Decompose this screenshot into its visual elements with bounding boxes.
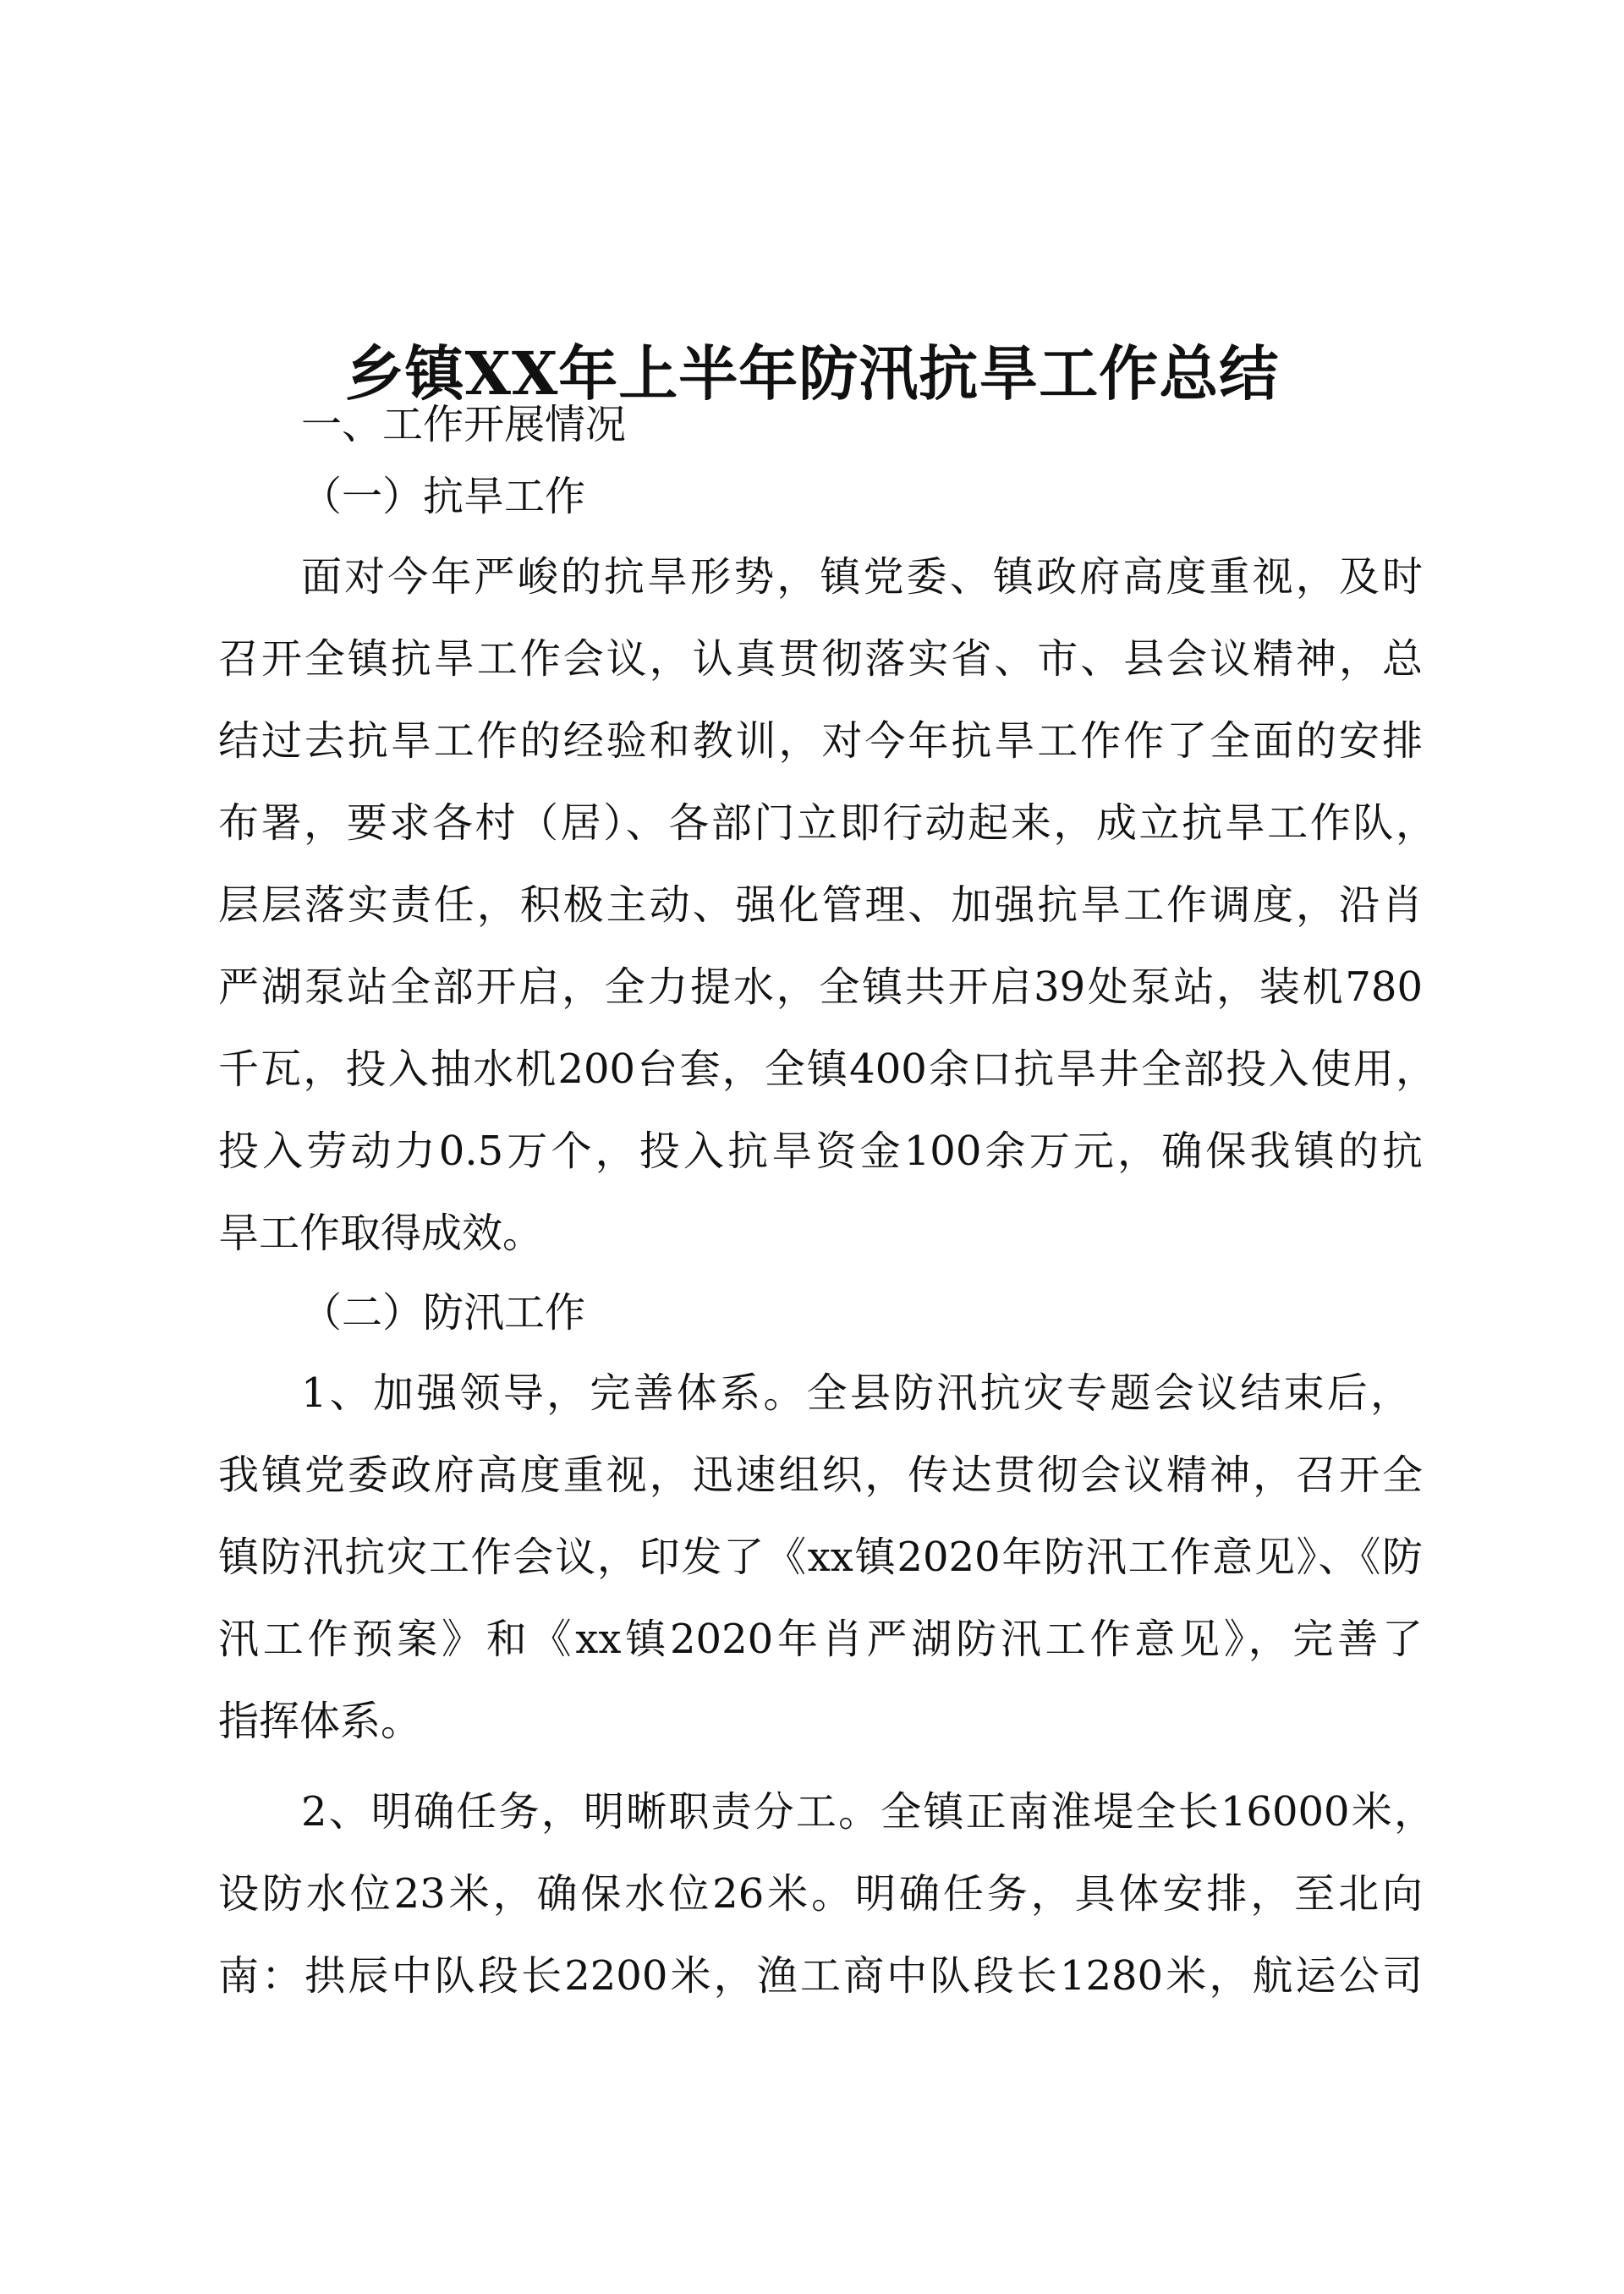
section-heading-work-status: 一、工作开展情况: [301, 401, 627, 448]
paragraph-line: 召开全镇抗旱工作会议，认真贯彻落实省、市、县会议精神，总: [218, 635, 1423, 683]
paragraph-line: 汛工作预案》和《xx镇2020年肖严湖防汛工作意见》，完善了: [218, 1616, 1423, 1663]
paragraph-line: 投入劳动力0.5万个，投入抗旱资金100余万元，确保我镇的抗: [218, 1128, 1423, 1175]
paragraph-line: 南：拱辰中队段长2200米，渔工商中队段长1280米，航运公司: [218, 1952, 1423, 2000]
paragraph-line: 结过去抗旱工作的经验和教训，对今年抗旱工作作了全面的安排: [218, 717, 1423, 765]
paragraph-line: 设防水位23米，确保水位26米。明确任务，具体安排，至北向: [218, 1870, 1423, 1918]
paragraph-line: 2、明确任务，明晰职责分工。全镇正南淮堤全长16000米，: [301, 1788, 1435, 1836]
paragraph-line: 层层落实责任，积极主动、强化管理、加强抗旱工作调度，沿肖: [218, 881, 1423, 929]
document-title: 乡镇XX年上半年防汛抗旱工作总结: [344, 338, 1280, 409]
paragraph-line: 镇防汛抗灾工作会议，印发了《xx镇2020年防汛工作意见》、《防: [218, 1534, 1423, 1581]
paragraph-line: 指挥体系。: [218, 1698, 422, 1745]
paragraph-line: 严湖泵站全部开启，全力提水，全镇共开启39处泵站，装机780: [218, 963, 1423, 1011]
paragraph-line: 千瓦，投入抽水机200台套，全镇400余口抗旱井全部投入使用，: [218, 1045, 1436, 1093]
subsection-heading-flood: （二）防汛工作: [301, 1289, 586, 1336]
paragraph-line: 面对今年严峻的抗旱形势，镇党委、镇政府高度重视，及时: [301, 553, 1423, 601]
paragraph-line: 1、加强领导，完善体系。全县防汛抗灾专题会议结束后，: [301, 1369, 1411, 1417]
paragraph-line: 布署，要求各村（居）、各部门立即行动起来，成立抗旱工作队，: [218, 799, 1436, 847]
paragraph-line: 我镇党委政府高度重视，迅速组织，传达贯彻会议精神，召开全: [218, 1452, 1423, 1499]
subsection-heading-drought: （一）抗旱工作: [301, 473, 586, 520]
paragraph-line: 旱工作取得成效。: [218, 1210, 544, 1257]
